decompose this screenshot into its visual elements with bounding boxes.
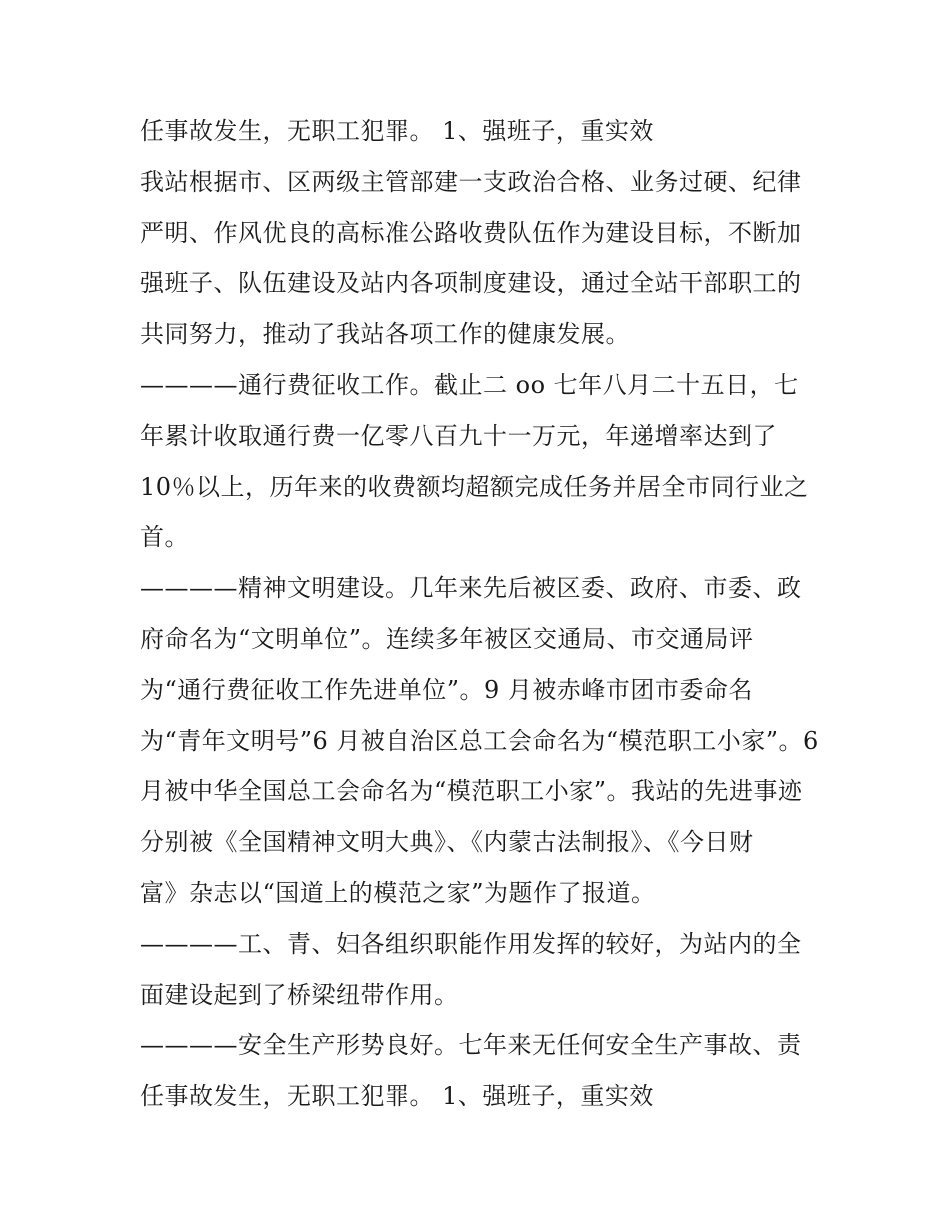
text-line: 10％以上，历年来的收费额均超额完成任务并居全市同行业之: [140, 472, 809, 501]
text-line: 年累计收取通行费一亿零八百九十一万元，年递增率达到了: [140, 421, 777, 450]
text-line: ————精神文明建设。几年来先后被区委、政府、市委、政: [140, 574, 802, 603]
text-line: 月被中华全国总工会命名为“模范职工小家”。我站的先进事迹: [140, 777, 803, 806]
text-line: 共同努力，推动了我站各项工作的健康发展。: [140, 320, 630, 349]
text-line: 强班子、队伍建设及站内各项制度建设，通过全站干部职工的: [140, 269, 802, 298]
text-line: 严明、作风优良的高标准公路收费队伍作为建设目标，不断加: [140, 218, 802, 247]
text-line: 为“通行费征收工作先进单位”。9 月被赤峰市团市委命名: [140, 675, 753, 704]
text-line: 任事故发生，无职工犯罪。 1、强班子，重实效: [140, 117, 654, 145]
text-line: 府命名为“文明单位”。连续多年被区交通局、市交通局评: [140, 624, 754, 653]
text-line: 首。: [140, 523, 189, 552]
text-line: ————通行费征收工作。截止二 oo 七年八月二十五日，七: [140, 370, 799, 399]
text-line: 富》杂志以“国道上的模范之家”为题作了报道。: [140, 878, 656, 907]
text-line: ————安全生产形势良好。七年来无任何安全生产事故、责: [140, 1031, 802, 1060]
text-line: 分别被《全国精神文明大典》、《内蒙古法制报》、《今日财: [140, 828, 754, 857]
text-line: ————工、青、妇各组织职能作用发挥的较好，为站内的全: [140, 929, 802, 958]
text-line: 我站根据市、区两级主管部建一支政治合格、业务过硬、纪律: [140, 167, 802, 196]
text-line: 面建设起到了桥梁纽带作用。: [140, 980, 459, 1009]
text-line: 为“青年文明号”6 月被自治区总工会命名为“模范职工小家”。6: [140, 726, 819, 755]
text-line: 任事故发生，无职工犯罪。 1、强班子，重实效: [140, 1082, 654, 1111]
body-text: [140, 106, 820, 1122]
